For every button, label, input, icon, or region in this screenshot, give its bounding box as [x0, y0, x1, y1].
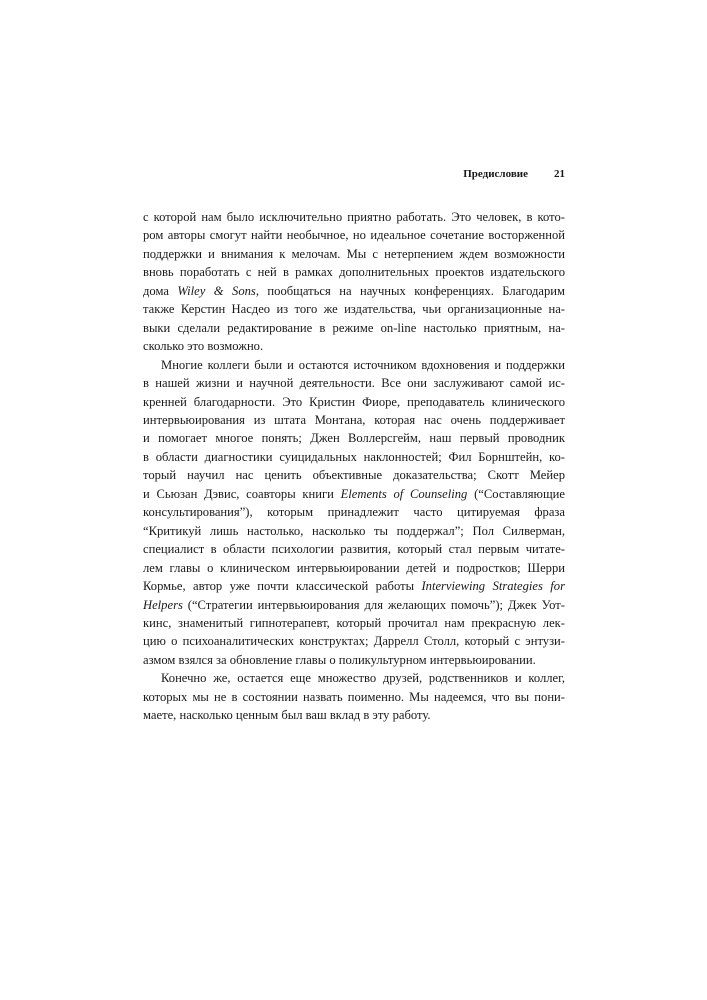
text-line: кренней благодарности. Это Кристин Фиоре, преподаватель клинического — [143, 394, 565, 409]
text-line: сколько это возможно. — [143, 339, 264, 354]
text-line: азмом взялся за обновление главы о поликультурном интервьюировании. — [143, 652, 536, 667]
text-line: цию о психоаналитических конструктах; Даррелл Столл, который с энтузи- — [143, 634, 565, 649]
text-line: торый научил нас ценить объективные доказательства; Скотт Мейер — [143, 468, 565, 483]
text-line: в нашей жизни и научной деятельности. Все они заслуживают самой ис- — [143, 376, 565, 391]
text-line: Helpers (“Стратегии интервьюирования для желающих помочь”); Джек Уот- — [143, 597, 565, 612]
paragraphs — [143, 208, 565, 725]
text-line: ром авторы смогут найти необычное, но идеальное сочетание восторженной — [143, 228, 565, 243]
text-line: Конечно же, остается еще множество друзей, родственников и коллег, — [161, 671, 565, 686]
text-line: также Керстин Насдео из того же издательства, чьи организационные на- — [143, 302, 565, 317]
section-title: Предисловие — [463, 168, 528, 180]
page-number: 21 — [554, 168, 565, 180]
text-line: лем главы о клиническом интервьюировании детей и подростков; Шерри — [143, 560, 565, 575]
text-line: вновь поработать с ней в рамках дополнительных проектов издательского — [143, 265, 565, 280]
paragraph — [143, 356, 565, 670]
text-line: интервьюирования из штата Монтана, которая нас очень поддерживает — [143, 412, 565, 427]
text-line: Кормье, автор уже почти классической работы Interviewing Strategies for — [143, 579, 565, 594]
text-line: которых мы не в состоянии назвать поименно. Мы надеемся, что вы пони- — [143, 689, 565, 704]
text-line: в области диагностики суицидальных наклонностей; Фил Борнштейн, ко- — [143, 449, 565, 464]
running-head — [143, 167, 565, 181]
text-line: и помогает многое понять; Джен Воллерсгейм, наш первый проводник — [143, 431, 565, 446]
body-text — [143, 208, 565, 725]
text-line: маете, насколько ценным был ваш вклад в эту работу. — [143, 708, 431, 723]
text-line: консультирования”), которым принадлежит часто цитируемая фраза — [143, 505, 565, 520]
text-line: Многие коллеги были и остаются источником вдохновения и поддержки — [161, 357, 565, 372]
text-line: и Сьюзан Дэвис, соавторы книги Elements of Counseling (“Составляющие — [143, 486, 565, 501]
text-line: с которой нам было исключительно приятно работать. Это человек, в кото- — [143, 210, 565, 224]
text-line: специалист в области психологии развития, который стал первым читате- — [143, 542, 565, 557]
text-line: дома Wiley & Sons, пообщаться на научных конференциях. Благодарим — [143, 283, 566, 298]
text-line: поддержки и внимания к мелочам. Мы с нетерпением ждем возможности — [143, 246, 565, 261]
paragraph — [143, 208, 565, 356]
text-line: “Критикуй лишь настолько, насколько ты поддержал”; Пол Силверман, — [143, 523, 565, 538]
text-line: кинс, знаменитый гипнотерапевт, который прочитал нам прекрасную лек- — [143, 615, 565, 630]
paragraph — [143, 669, 565, 724]
text-line: выки сделали редактирование в режиме on-line настолько приятным, на- — [143, 320, 565, 335]
